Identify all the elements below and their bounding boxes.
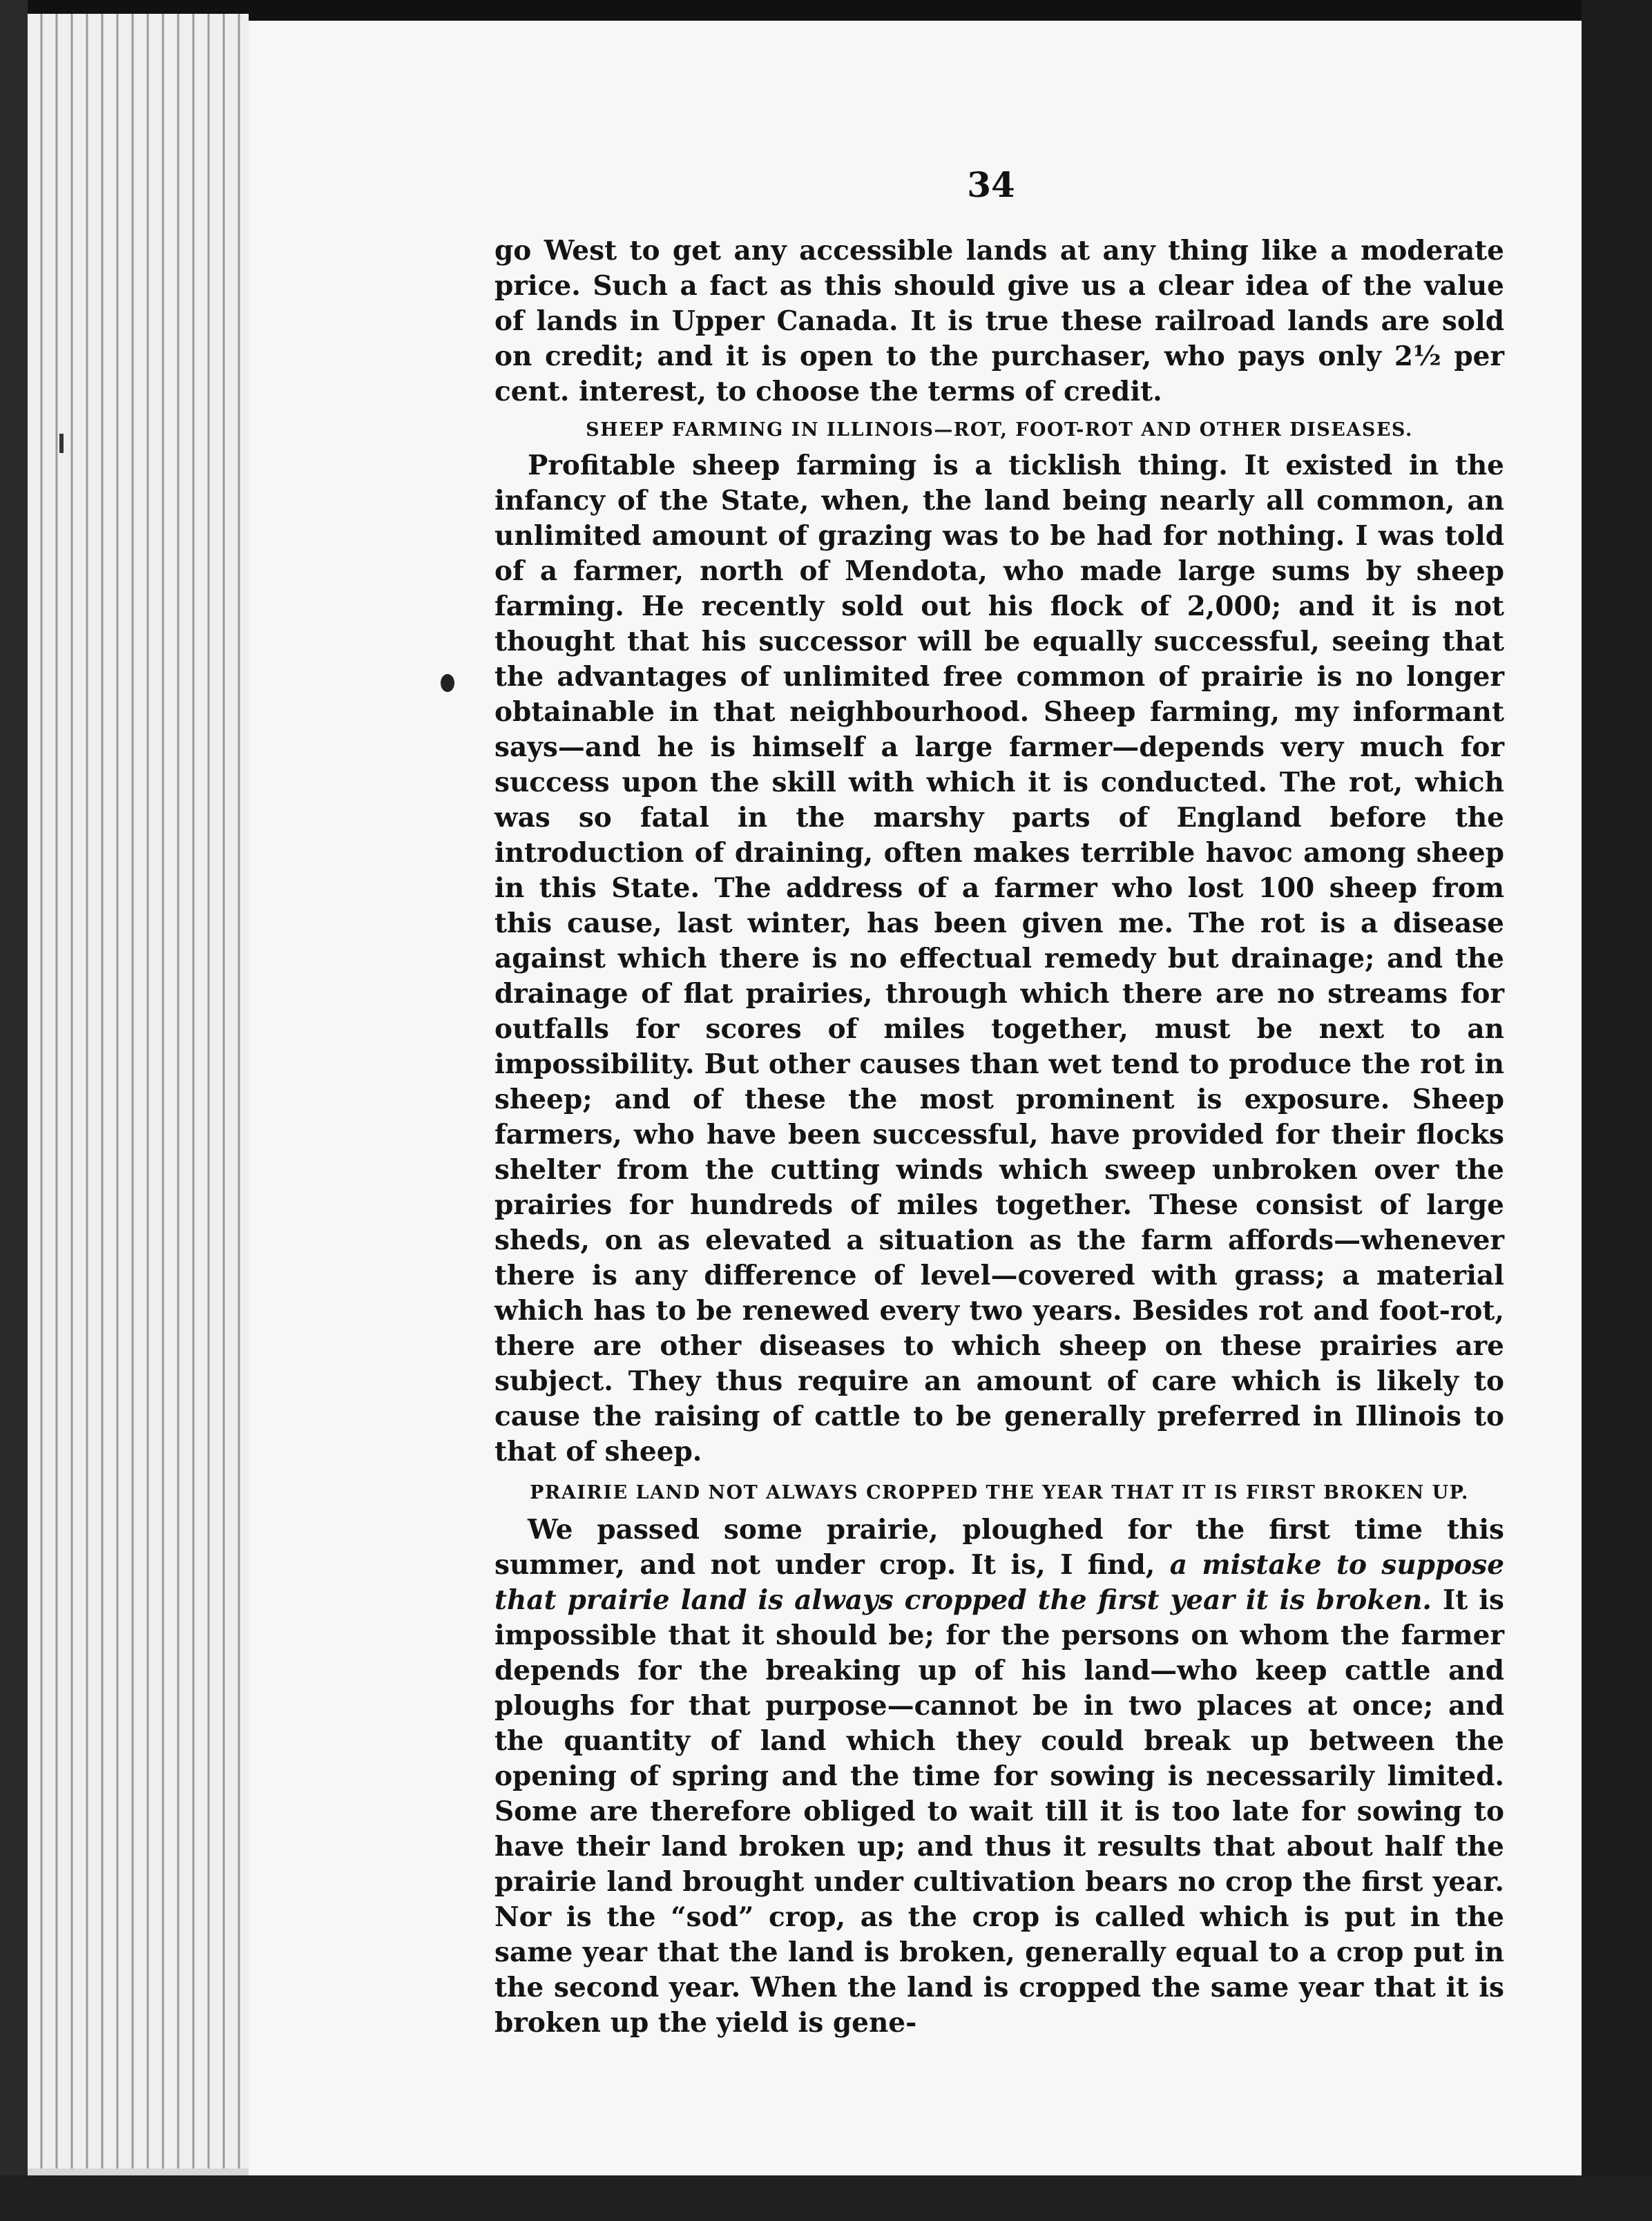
page-number: 34 (967, 164, 1015, 205)
paragraph-intro: go West to get any accessible lands at any thing like a moderate price. Such a fact as this should give us a clear idea of the value of lands in Upper Canada. It is true these railroad lands are sold on credit; and it is open to the purchaser, who pays only 2½ per cent. interest, to choose the terms of credit. (494, 235, 1504, 407)
left-shadow (0, 0, 28, 2221)
section-heading-sheep-farming: SHEEP FARMING IN ILLINOIS—ROT, FOOT-ROT AND OTHER DISEASES. (586, 419, 1413, 441)
emphasis-text: a mistake to suppose that prairie land is always cropped the first year it is broken. (494, 1549, 1505, 1616)
margin-mark (59, 434, 64, 453)
section-heading-prairie-land: PRAIRIE LAND NOT ALWAYS CROPPED THE YEAR THAT IT IS FIRST BROKEN UP. (530, 1482, 1469, 1503)
page-edges (28, 14, 249, 2169)
text-run: We passed some prairie, ploughed for the first time this summer, and not under crop. It is, I find, (494, 1514, 1504, 1581)
right-shadow (1582, 0, 1652, 2221)
body-text (494, 233, 1504, 2041)
paragraph-prairie-land (494, 1512, 1504, 2041)
paragraph-sheep-farming: Profitable sheep farming is a ticklish thing. It existed in the infancy of the State, when, the land being nearly all common, an unlimited amount of grazing was to be had for nothing. I was told of a farmer, north of Mendota, who made large sums by sheep farming. He recently sold out his flock of 2,000; and it is not thought that his successor will be equally successful, seeing that the advantages of unlimited free common of prairie is no longer obtainable in that neighbourhood. Sheep farming, my informant says—and he is himself a large farmer—depends very much for success upon the skill with which it is conducted. The rot, which was so fatal in the marshy parts of England before the introduction of draining, often makes terrible havoc among sheep in this State. The address of a farmer who lost 100 sheep from this cause, last winter, has been given me. The rot is a disease against which there is no effectual remedy but drainage; and the drainage of flat prairies, through which there are no streams for outfalls for scores of miles together, must be next to an impossibility. But other causes than wet tend to produce the rot in sheep; and of these the most prominent is exposure. Sheep farmers, who have been successful, have provided for their flocks shelter from the cutting winds which sweep unbroken over the prairies for hundreds of miles together. These consist of large sheds, on as elevated a situation as the farm affords—whenever there is any difference of level—covered with grass; a material which has to be renewed every two years. Besides rot and foot-rot, there are other diseases to which sheep on these prairies are subject. They thus require an amount of care which is likely to cause the raising of cattle to be generally preferred in Illinois to that of sheep. (494, 450, 1504, 1468)
ink-blot (441, 674, 454, 692)
text-run: It is impossible that it should be; for the persons on whom the farmer depends for the breaking up of his land—who keep cattle and ploughs for that purpose—cannot be in two places at once; and the quantity of land which they could break up between the opening of spring and the time for sowing is necessarily limited. Some are therefore obliged to wait till it is too late for sowing to have their land broken up; and thus it results that about half the prairie land brought under cultivation bears no crop the first year. Nor is the “sod” crop, as the crop is called which is put in the same year that the land is broken, generally equal to a crop put in the second year. When the land is cropped the same year that it is broken up the yield is gene- (494, 1584, 1505, 2039)
bottom-shadow (0, 2175, 1652, 2221)
